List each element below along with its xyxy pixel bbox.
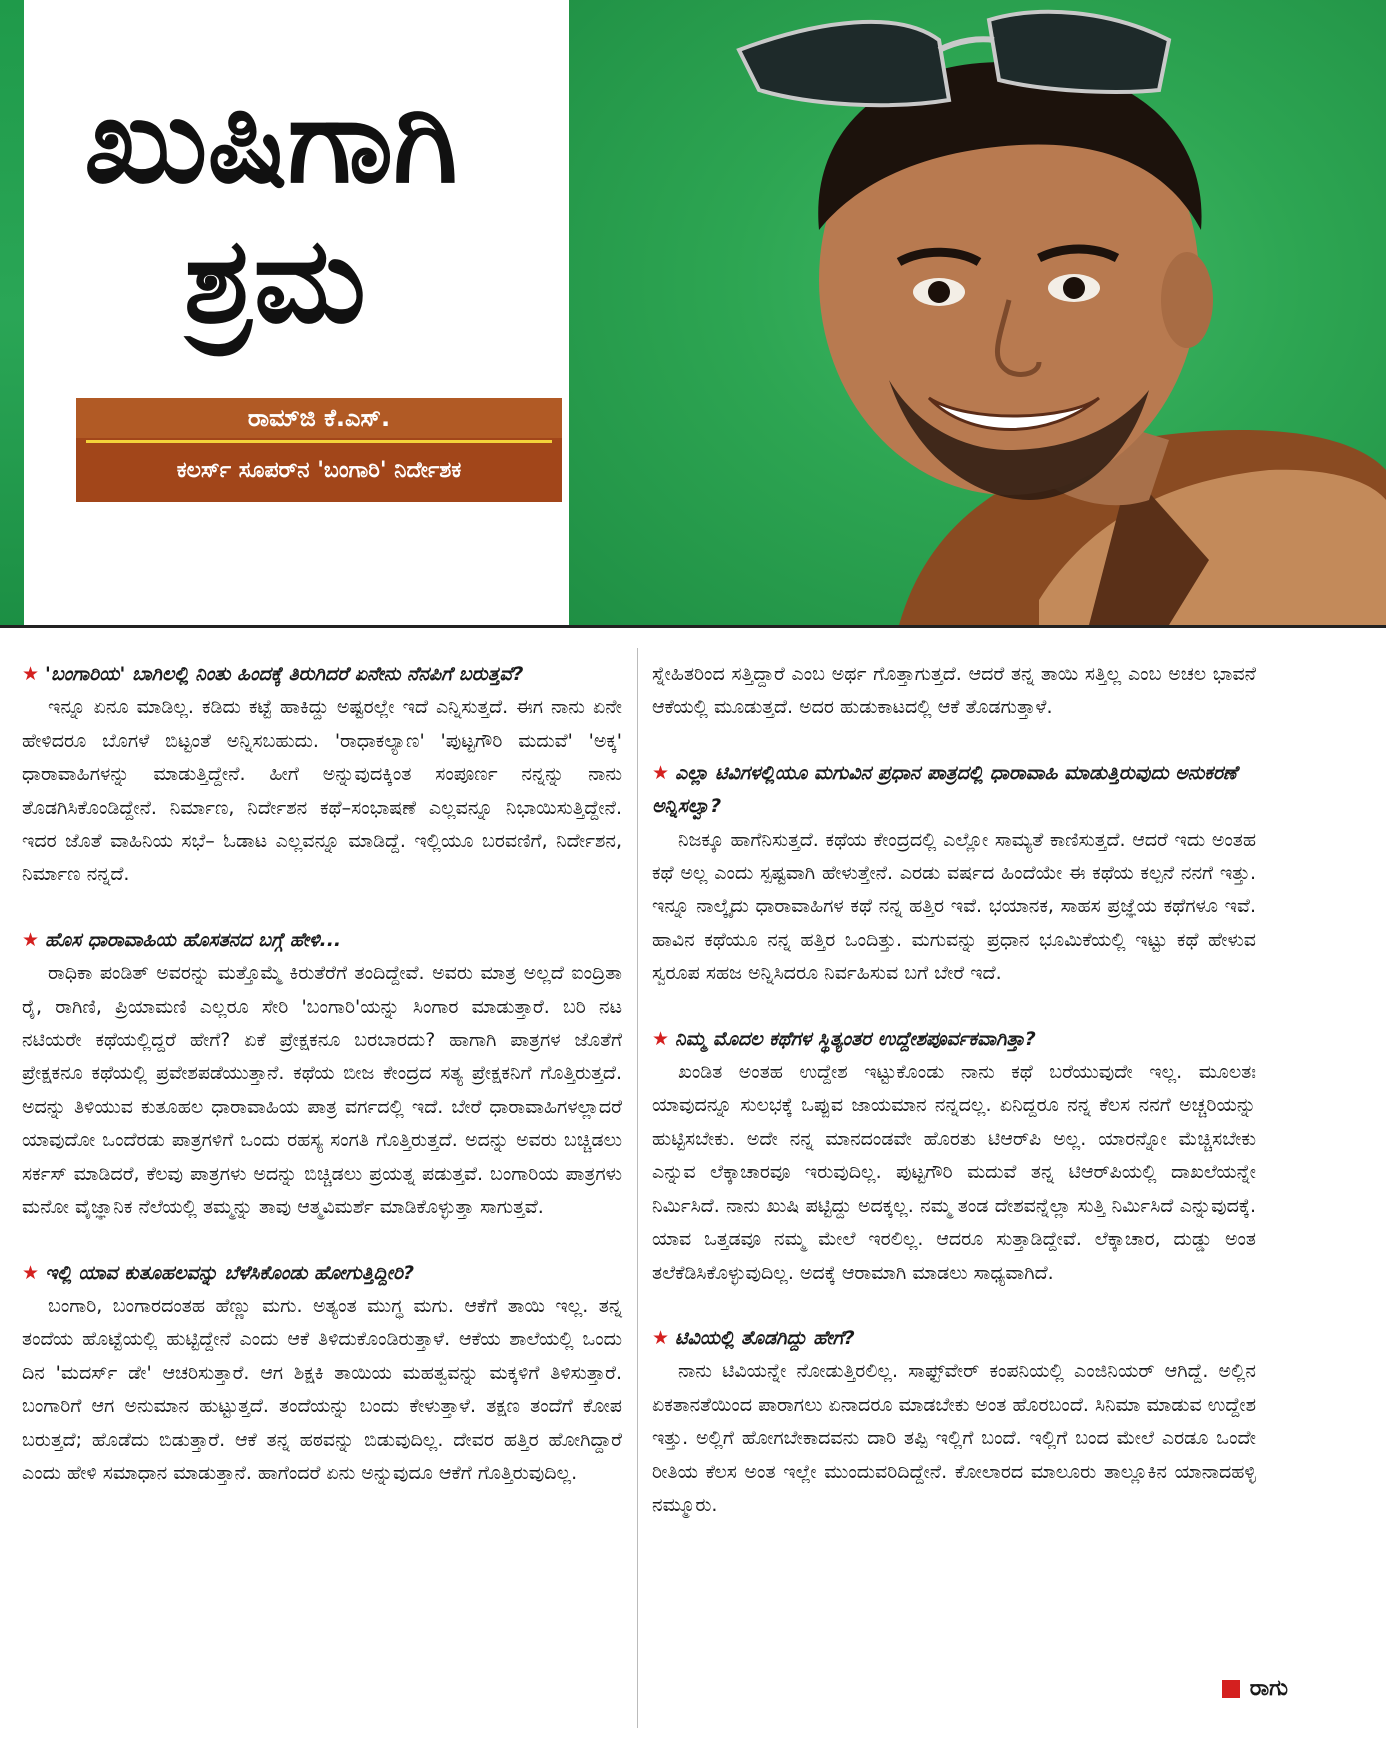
answer-continuation: ಸ್ನೇಹಿತರಿಂದ ಸತ್ತಿದ್ದಾರೆ ಎಂಬ ಅರ್ಥ ಗೊತ್ತಾಗುತ್ತದೆ. ಆದರೆ ತನ್ನ ತಾಯಿ ಸತ್ತಿಲ್ಲ ಎಂಬ ಅಚಲ ಭಾವನೆ ಆಕೆಯಲ್ಲಿ ಮೂಡುತ್ತದೆ. ಅದರ ಹುಡುಕಾಟದಲ್ಲಿ ಆಕೆ ತೊಡಗುತ್ತಾಳೆ.: [652, 663, 1256, 719]
article-body: [0, 625, 1386, 1737]
question: [652, 1023, 1256, 1056]
headline: [84, 70, 564, 350]
answer: ಬಂಗಾರಿ, ಬಂಗಾರದಂತಹ ಹೆಣ್ಣು ಮಗು. ಅತ್ಯಂತ ಮುಗ್ಧ ಮಗು. ಆಕೆಗೆ ತಾಯಿ ಇಲ್ಲ. ತನ್ನ ತಂದೆಯ ಹೊಟ್ಟೆಯಲ್ಲಿ ಹುಟ್ಟಿದ್ದೇನೆ ಎಂದು ಆಕೆ ತಿಳಿದುಕೊಂಡಿರುತ್ತಾಳೆ. ಆಕೆಯ ಶಾಲೆಯಲ್ಲಿ ಒಂದು ದಿನ 'ಮದರ್ಸ್ ಡೇ' ಆಚರಿಸುತ್ತಾರೆ. ಆಗ ಶಿಕ್ಷಕಿ ತಾಯಿಯ ಮಹತ್ವವನ್ನು ಮಕ್ಕಳಿಗೆ ತಿಳಿಸುತ್ತಾರೆ. ಬಂಗಾರಿಗೆ ಆಗ ಅನುಮಾನ ಹುಟ್ಟುತ್ತದೆ. ತಂದೆಯನ್ನು ಬಂದು ಕೇಳುತ್ತಾಳೆ. ತಕ್ಷಣ ತಂದೆಗೆ ಕೋಪ ಬರುತ್ತದೆ; ಹೊಡೆದು ಬಿಡುತ್ತಾರೆ. ಆಕೆ ತನ್ನ ಹಠವನ್ನು ಬಿಡುವುದಿಲ್ಲ. ದೇವರ ಹತ್ತಿರ ಹೋಗಿದ್ದಾರೆ ಎಂದು ಹೇಳಿ ಸಮಾಧಾನ ಮಾಡುತ್ತಾನೆ. ಹಾಗೆಂದರೆ ಏನು ಅನ್ನುವುದೂ ಆಕೆಗೆ ಗೊತ್ತಿರುವುದಿಲ್ಲ.: [22, 1294, 622, 1484]
answer: ನಾನು ಟಿವಿಯನ್ನೇ ನೋಡುತ್ತಿರಲಿಲ್ಲ. ಸಾಫ್ಟ್‌ವೇರ್ ಕಂಪನಿಯಲ್ಲಿ ಎಂಜಿನಿಯರ್ ಆಗಿದ್ದೆ. ಅಲ್ಲಿನ ಏಕತಾನತೆಯಿಂದ ಪಾರಾಗಲು ಏನಾದರೂ ಮಾಡಬೇಕು ಅಂತ ಹೊರಬಂದೆ. ಸಿನಿಮಾ ಮಾಡುವ ಉದ್ದೇಶ ಇತ್ತು. ಅಲ್ಲಿಗೆ ಹೋಗಬೇಕಾದವನು ದಾರಿ ತಪ್ಪಿ ಇಲ್ಲಿಗೆ ಬಂದೆ. ಇಲ್ಲಿಗೆ ಬಂದ ಮೇಲೆ ಎರಡೂ ಒಂದೇ ರೀತಿಯ ಕೆಲಸ ಅಂತ ಇಲ್ಲೇ ಮುಂದುವರಿದಿದ್ದೇನೆ. ಕೋಲಾರದ ಮಾಲೂರು ತಾಲ್ಲೂಕಿನ ಯಾನಾದಹಳ್ಳಿ ನಮ್ಮೂರು.: [652, 1360, 1256, 1516]
question-text: ಹೊಸ ಧಾರಾವಾಹಿಯ ಹೊಸತನದ ಬಗ್ಗೆ ಹೇಳಿ...: [45, 928, 342, 951]
right-column: [652, 658, 1256, 1554]
green-edge-strip: [0, 0, 24, 625]
qa-section: [652, 1322, 1256, 1522]
left-column: [22, 658, 622, 1522]
question: [22, 658, 622, 691]
answer: ಖಂಡಿತ ಅಂತಹ ಉದ್ದೇಶ ಇಟ್ಟುಕೊಂಡು ನಾನು ಕಥೆ ಬರೆಯುವುದೇ ಇಲ್ಲ. ಮೂಲತಃ ಯಾವುದನ್ನೂ ಸುಲಭಕ್ಕೆ ಒಪ್ಪುವ ಜಾಯಮಾನ ನನ್ನದಲ್ಲ. ಏನಿದ್ದರೂ ನನ್ನ ಕೆಲಸ ನನಗೆ ಅಚ್ಚರಿಯನ್ನು ಹುಟ್ಟಿಸಬೇಕು. ಅದೇ ನನ್ನ ಮಾನದಂಡವೇ ಹೊರತು ಟಿಆರ್‌ಪಿ ಅಲ್ಲ. ಯಾರನ್ನೋ ಮೆಚ್ಚಿಸಬೇಕು ಎನ್ನುವ ಲೆಕ್ಕಾಚಾರವೂ ಇರುವುದಿಲ್ಲ. ಪುಟ್ಟಗೌರಿ ಮದುವೆ ತನ್ನ ಟಿಆರ್‌ಪಿಯಲ್ಲಿ ದಾಖಲೆಯನ್ನೇ ನಿರ್ಮಿಸಿದೆ. ನಾನು ಖುಷಿ ಪಟ್ಟಿದ್ದು ಅದಕ್ಕಲ್ಲ. ನಮ್ಮ ತಂಡ ದೇಶವನ್ನೆಲ್ಲಾ ಸುತ್ತಿ ನಿರ್ಮಿಸಿದೆ ಎನ್ನುವುದಕ್ಕೆ. ಯಾವ ಒತ್ತಡವೂ ನಮ್ಮ ಮೇಲೆ ಇರಲಿಲ್ಲ. ಆದರೂ ಸುತ್ತಾಡಿದ್ದೇವೆ. ಲೆಕ್ಕಾಚಾರ, ದುಡ್ಡು ಅಂತ ತಲೆಕೆಡಿಸಿಕೊಳ್ಳುವುದಿಲ್ಲ. ಅದಕ್ಕೆ ಆರಾಮಾಗಿ ಮಾಡಲು ಸಾಧ್ಯವಾಗಿದೆ.: [652, 1061, 1256, 1284]
qa-continuation: [652, 658, 1256, 725]
answer: ನಿಜಕ್ಕೂ ಹಾಗೆನಿಸುತ್ತದೆ. ಕಥೆಯ ಕೇಂದ್ರದಲ್ಲಿ ಎಲ್ಲೋ ಸಾಮ್ಯತೆ ಕಾಣಿಸುತ್ತದೆ. ಆದರೆ ಇದು ಅಂತಹ ಕಥೆ ಅಲ್ಲ ಎಂದು ಸ್ಪಷ್ಟವಾಗಿ ಹೇಳುತ್ತೇನೆ. ಎರಡು ವರ್ಷದ ಹಿಂದೆಯೇ ಈ ಕಥೆಯ ಕಲ್ಪನೆ ನನಗೆ ಇತ್ತು. ಇನ್ನೂ ನಾಲ್ಕೈದು ಧಾರಾವಾಹಿಗಳ ಕಥೆ ನನ್ನ ಹತ್ತಿರ ಇವೆ. ಭಯಾನಕ, ಸಾಹಸ ಪ್ರಜ್ಞೆಯ ಕಥೆಗಳೂ ಇವೆ. ಹಾವಿನ ಕಥೆಯೂ ನನ್ನ ಹತ್ತಿರ ಒಂದಿತ್ತು. ಮಗುವನ್ನು ಪ್ರಧಾನ ಭೂಮಿಕೆಯಲ್ಲಿ ಇಟ್ಟು ಕಥೆ ಹೇಳುವ ಸ್ವರೂಪ ಸಹಜ ಅನ್ನಿಸಿದರೂ ನಿರ್ವಹಿಸುವ ಬಗೆ ಬೇರೆ ಇದೆ.: [652, 828, 1256, 985]
question-text: ಎಲ್ಲಾ ಟಿವಿಗಳಲ್ಲಿಯೂ ಮಗುವಿನ ಪ್ರಧಾನ ಪಾತ್ರದಲ್ಲಿ ಧಾರಾವಾಹಿ ಮಾಡುತ್ತಿರುವುದು ಅನುಕರಣೆ ಅನ್ನಿಸಲ್ವಾ?: [652, 761, 1237, 818]
question: [652, 757, 1256, 824]
question: [22, 924, 622, 957]
question: [22, 1257, 622, 1290]
byline-role: ಕಲರ್ಸ್ ಸೂಪರ್‌ನ 'ಬಂಗಾರಿ' ನಿರ್ದೇಶಕ: [176, 458, 462, 483]
headline-panel: [24, 0, 569, 625]
column-divider: [637, 648, 638, 1728]
question-text: ನಿಮ್ಮ ಮೊದಲ ಕಥೆಗಳ ಸ್ಥಿತ್ಯಂತರ ಉದ್ದೇಶಪೂರ್ವಕವಾಗಿತ್ತಾ?: [675, 1027, 1036, 1050]
headline-line-2: ಶ್ರಮ: [184, 211, 366, 349]
star-icon: ★: [22, 663, 40, 685]
byline-name: ರಾಮ್‌ಜಿ ಕೆ.ಎಸ್.: [76, 398, 562, 438]
portrait-illustration: [569, 0, 1386, 625]
headline-line-1: ಖುಷಿಗಾಗಿ: [84, 71, 458, 209]
answer: ರಾಧಿಕಾ ಪಂಡಿತ್ ಅವರನ್ನು ಮತ್ತೊಮ್ಮೆ ಕಿರುತೆರೆಗೆ ತಂದಿದ್ದೇವೆ. ಅವರು ಮಾತ್ರ ಅಲ್ಲದೆ ಐಂದ್ರಿತಾ ರೈ, ರಾಗಿಣಿ, ಪ್ರಿಯಾಮಣಿ ಎಲ್ಲರೂ ಸೇರಿ 'ಬಂಗಾರಿ'ಯನ್ನು ಸಿಂಗಾರ ಮಾಡುತ್ತಾರೆ. ಬರಿ ನಟ ನಟಿಯರೇ ಕಥೆಯಲ್ಲಿದ್ದರೆ ಹೇಗೆ? ಏಕೆ ಪ್ರೇಕ್ಷಕನೂ ಬರಬಾರದು? ಹಾಗಾಗಿ ಪಾತ್ರಗಳ ಜೊತೆಗೆ ಪ್ರೇಕ್ಷಕನೂ ಕಥೆಯಲ್ಲಿ ಪ್ರವೇಶಪಡೆಯುತ್ತಾನೆ. ಕಥೆಯ ಬೀಜ ಕೇಂದ್ರದ ಸತ್ಯ ಪ್ರೇಕ್ಷಕನಿಗೆ ಗೊತ್ತಿರುತ್ತದೆ. ಅದನ್ನು ತಿಳಿಯುವ ಕುತೂಹಲ ಧಾರಾವಾಹಿಯ ಪಾತ್ರ ವರ್ಗದಲ್ಲಿ ಇದೆ. ಬೇರೆ ಧಾರಾವಾಹಿಗಳಲ್ಲಾದರೆ ಯಾವುದೋ ಒಂದೆರಡು ಪಾತ್ರಗಳಿಗೆ ಒಂದು ರಹಸ್ಯ ಸಂಗತಿ ಗೊತ್ತಿರುತ್ತದೆ. ಅದನ್ನು ಅವರು ಬಚ್ಚಿಡಲು ಸರ್ಕಸ್ ಮಾಡಿದರೆ, ಕೆಲವು ಪಾತ್ರಗಳು ಅದನ್ನು ಬಿಚ್ಚಿಡಲು ಪ್ರಯತ್ನ ಪಡುತ್ತವೆ. ಬಂಗಾರಿಯ ಪಾತ್ರಗಳು ಮನೋ ವೈಜ್ಞಾನಿಕ ನೆಲೆಯಲ್ಲಿ ತಮ್ಮನ್ನು ತಾವು ಆತ್ಮವಿಮರ್ಶೆ ಮಾಡಿಕೊಳ್ಳುತ್ತಾ ಸಾಗುತ್ತವೆ.: [22, 962, 622, 1219]
portrait-photo: [569, 0, 1386, 625]
question-text: ಇಲ್ಲಿ ಯಾವ ಕುತೂಹಲವನ್ನು ಬೆಳೆಸಿಕೊಂಡು ಹೋಗುತ್ತಿದ್ದೀರಿ?: [45, 1261, 415, 1284]
byline-box: [76, 398, 562, 502]
qa-section: [22, 924, 622, 1225]
author-signoff: [1222, 1676, 1288, 1701]
question-text: 'ಬಂಗಾರಿಯ' ಬಾಗಿಲಲ್ಲಿ ನಿಂತು ಹಿಂದಕ್ಕೆ ತಿರುಗಿದರೆ ಏನೇನು ನೆನಪಿಗೆ ಬರುತ್ತವೆ?: [45, 663, 524, 685]
header-banner: [0, 0, 1386, 625]
question-text: ಟಿವಿಯಲ್ಲಿ ತೊಡಗಿದ್ದು ಹೇಗೆ?: [675, 1326, 855, 1349]
qa-section: [22, 658, 622, 892]
star-icon: ★: [652, 761, 670, 784]
star-icon: ★: [22, 1261, 40, 1284]
qa-section: [652, 1023, 1256, 1290]
qa-section: [652, 757, 1256, 991]
qa-section: [22, 1257, 622, 1491]
star-icon: ★: [652, 1326, 670, 1349]
star-icon: ★: [652, 1027, 670, 1050]
star-icon: ★: [22, 928, 40, 951]
question: [652, 1322, 1256, 1355]
answer: ಇನ್ನೂ ಏನೂ ಮಾಡಿಲ್ಲ. ಕಡಿದು ಕಟ್ಟೆ ಹಾಕಿದ್ದು ಅಷ್ಟರಲ್ಲೇ ಇದೆ ಎನ್ನಿಸುತ್ತದೆ. ಈಗ ನಾನು ಏನೇ ಹೇಳಿದರೂ ಬೊಗಳೆ ಬಿಟ್ಟಂತೆ ಅನ್ನಿಸಬಹುದು. 'ರಾಧಾಕಲ್ಯಾಣ' 'ಪುಟ್ಟಗೌರಿ ಮದುವೆ' 'ಅಕ್ಕ' ಧಾರಾವಾಹಿಗಳನ್ನು ಮಾಡುತ್ತಿದ್ದೇನೆ. ಹೀಗೆ ಅನ್ನುವುದಕ್ಕಿಂತ ಸಂಪೂರ್ಣ ನನ್ನನ್ನು ನಾನು ತೊಡಗಿಸಿಕೊಂಡಿದ್ದೇನೆ. ನಿರ್ಮಾಣ, ನಿರ್ದೇಶನ ಕಥೆ–ಸಂಭಾಷಣೆ ಎಲ್ಲವನ್ನೂ ನಿಭಾಯಿಸುತ್ತಿದ್ದೇನೆ. ಇದರ ಜೊತೆ ವಾಹಿನಿಯ ಸಭೆ– ಓಡಾಟ ಎಲ್ಲವನ್ನೂ ಮಾಡಿದ್ದೆ. ಇಲ್ಲಿಯೂ ಬರವಣಿಗೆ, ನಿರ್ದೇಶನ, ನಿರ್ಮಾಣ ನನ್ನದೆ.: [22, 696, 622, 886]
signoff-name: ರಾಗು: [1249, 1676, 1288, 1701]
red-square-icon: [1222, 1680, 1240, 1698]
byline-divider: [86, 440, 552, 443]
